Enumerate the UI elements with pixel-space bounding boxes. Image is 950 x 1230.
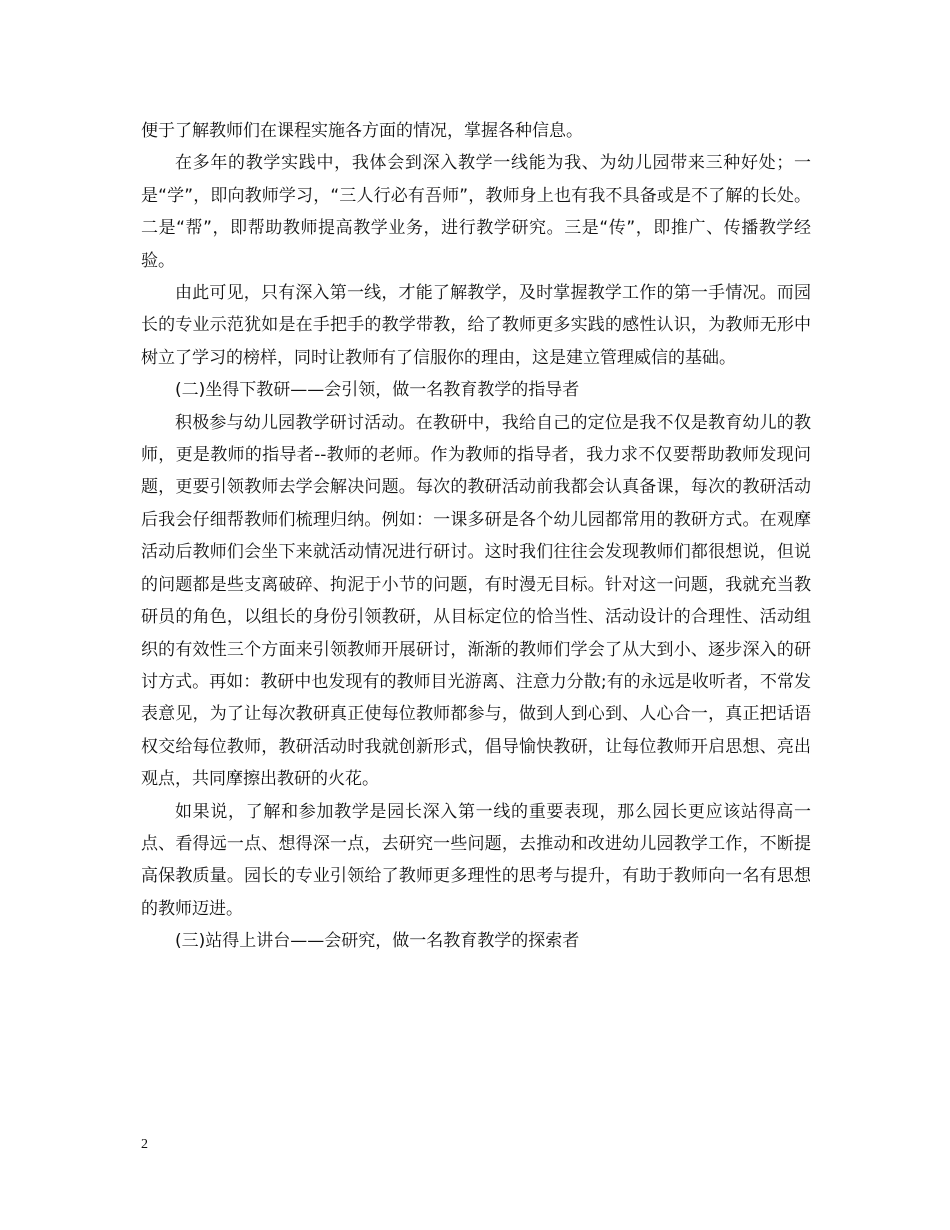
paragraph-professional-guidance: 如果说，了解和参加教学是园长深入第一线的重要表现，那么园长更应该站得高一点、看得远一点、想得深一点，去研究一些问题，去推动和改进幼儿园教学工作，不断提高保教质量。园长的专业引领给了教师更多理性的思考与提升，有助于教师向一名有思想的教师迈进。 — [141, 801, 811, 919]
paragraph-continuation: 便于了解教师们在课程实施各方面的情况，掌握各种信息。 — [141, 121, 583, 141]
section-heading-3: (三)站得上讲台——会研究，做一名教育教学的探索者 — [175, 931, 580, 952]
page-number: 2 — [141, 1137, 148, 1152]
paragraph-three-benefits: 在多年的教学实践中，我体会到深入教学一线能为我、为幼儿园带来三种好处；一是“学”，即向教师学习，“三人行必有吾师”，教师身上也有我不具备或是不了解的长处。二是“帮”，即帮助教师提高教学业务，进行教学研究。三是“传”，即推广、传播教学经验。 — [141, 153, 811, 271]
section-heading-2: (二)坐得下教研——会引领，做一名教育教学的指导者 — [175, 380, 580, 401]
paragraph-conclusion: 由此可见，只有深入第一线，才能了解教学，及时掌握教学工作的第一手情况。而园长的专业示范犹如是在手把手的教学带教，给了教师更多实践的感性认识，为教师无形中树立了学习的榜样，同时让教师有了信服你的理由，这是建立管理威信的基础。 — [141, 283, 811, 368]
paragraph-teaching-research: 积极参与幼儿园教学研讨活动。在教研中，我给自己的定位是我不仅是教育幼儿的教师，更是教师的指导者--教师的老师。作为教师的指导者，我力求不仅要帮助教师发现问题，更要引领教师去学会解决问题。每次的教研活动前我都会认真备课，每次的教研活动后我会仔细帮教师们梳理归纳。例如：一课多研是各个幼儿园都常用的教研方式。在观摩活动后教师们会坐下来就活动情况进行研讨。这时我们往往会发现教师们都很想说，但说的问题都是些支离破碎、拘泥于小节的问题，有时漫无目标。针对这一问题，我就充当教研员的角色，以组长的身份引领教研，从目标定位的恰当性、活动设计的合理性、活动组织的有效性三个方面来引领教师开展研讨，渐渐的教师们学会了从大到小、逐步深入的研讨方式。再如：教研中也发现有的教师目光游离、注意力分散;有的永远是收听者，不常发表意见，为了让每次教研真正使每位教师都参与，做到人到心到、人心合一，真正把话语权交给每位教师，教研活动时我就创新形式，倡导愉快教研，让每位教师开启思想、亮出观点，共同摩擦出教研的火花。 — [141, 412, 811, 790]
document-body — [141, 115, 811, 958]
